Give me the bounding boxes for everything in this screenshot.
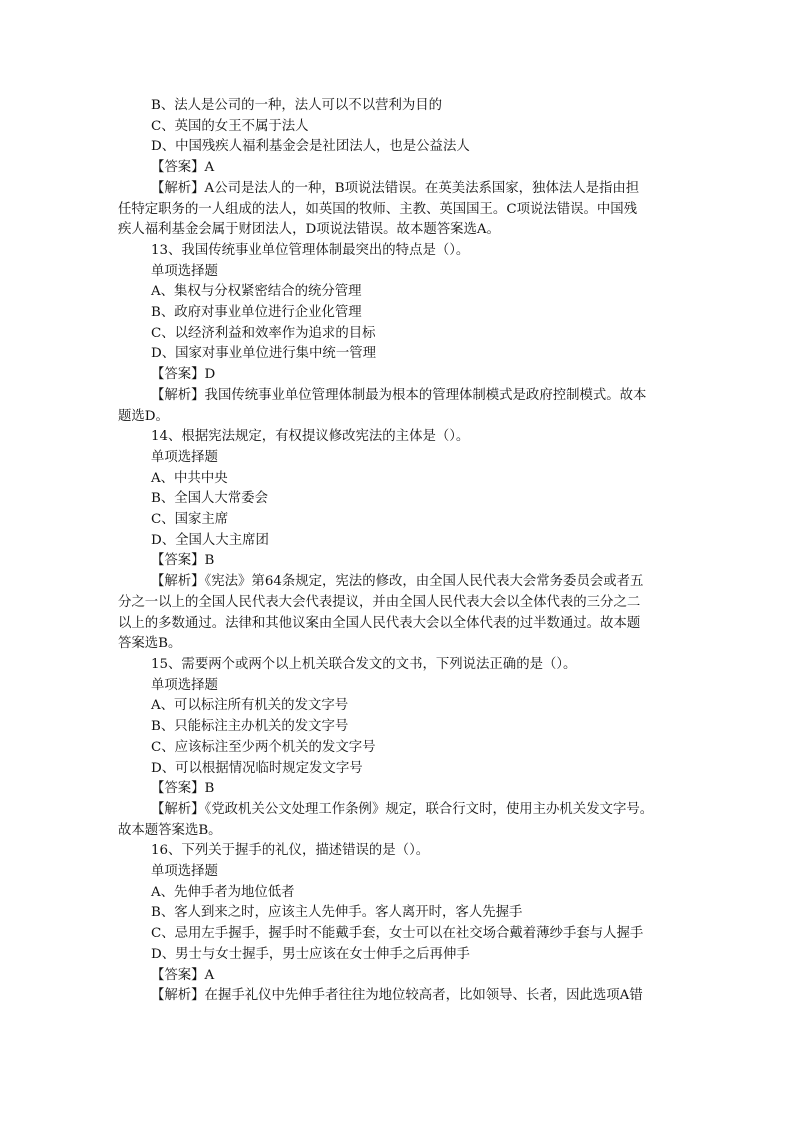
answer-option: D、可以根据情况临时规定发文字号 (151, 760, 363, 776)
answer-option: B、法人是公司的一种，法人可以不以营利为目的 (151, 98, 443, 113)
answer-key: 【答案】D (151, 367, 216, 383)
analysis-line: 以上的多数通过。法律和其他议案由全国人民代表大会以全体代表的过半数通过。故本题 (118, 615, 641, 631)
question-type-label: 单项选择题 (151, 449, 218, 465)
answer-option: A、中共中央 (151, 470, 228, 486)
question-stem: 13、我国传统事业单位管理体制最突出的特点是（）。 (151, 242, 470, 258)
analysis-line: 题选D。 (118, 408, 169, 424)
analysis-line: 【解析】《党政机关公文处理工作条例》规定，联合行文时，使用主办机关发文字号。 (151, 801, 654, 817)
answer-option: D、全国人大主席团 (151, 532, 269, 548)
question-type-label: 单项选择题 (151, 263, 218, 279)
question-type-label: 单项选择题 (151, 864, 218, 880)
analysis-line: 【解析】A公司是法人的一种，B项说法错误。在英美法系国家，独体法人是指由担 (151, 180, 640, 196)
question-stem: 15、需要两个或两个以上机关联合发文的文书，下列说法正确的是（）。 (151, 656, 577, 672)
question-type-label: 单项选择题 (151, 677, 218, 693)
answer-option: D、男士与女士握手，男士应该在女士伸手之后再伸手 (151, 946, 470, 962)
answer-option: B、政府对事业单位进行企业化管理 (151, 305, 362, 321)
analysis-line: 任特定职务的一人组成的法人，如英国的牧师、主教、英国国王。C项说法错误。中国残 (118, 201, 638, 217)
answer-option: C、国家主席 (151, 512, 229, 528)
analysis-line: 疾人福利基金会属于财团法人，D项说法错误。故本题答案选A。 (118, 222, 500, 238)
answer-key: 【答案】A (151, 967, 215, 983)
answer-option: A、可以标注所有机关的发文字号 (151, 698, 349, 714)
analysis-line: 故本题答案选B。 (118, 822, 222, 838)
answer-option: B、全国人大常委会 (151, 491, 268, 507)
document-body (118, 96, 678, 1007)
question-stem: 14、根据宪法规定，有权提议修改宪法的主体是（）。 (151, 429, 470, 445)
answer-option: C、应该标注至少两个机关的发文字号 (151, 739, 376, 755)
analysis-line: 【解析】我国传统事业单位管理体制最为根本的管理体制模式是政府控制模式。故本 (151, 387, 647, 403)
analysis-paragraph (118, 386, 678, 427)
answer-option: C、以经济利益和效率作为追求的目标 (151, 325, 376, 341)
answer-option: B、客人到来之时，应该主人先伸手。客人离开时，客人先握手 (151, 905, 523, 921)
answer-key: 【答案】B (151, 553, 215, 569)
answer-option: A、先伸手者为地位低者 (151, 884, 295, 900)
answer-option: C、英国的女王不属于法人 (151, 118, 309, 134)
answer-key: 【答案】B (151, 781, 215, 797)
answer-option: C、忌用左手握手，握手时不能戴手套，女士可以在社交场合戴着薄纱手套与人握手 (151, 926, 644, 942)
answer-option: A、集权与分权紧密结合的统分管理 (151, 284, 362, 300)
analysis-paragraph (118, 986, 678, 1007)
answer-key: 【答案】A (151, 160, 215, 176)
analysis-paragraph (118, 572, 678, 655)
answer-option: B、只能标注主办机关的发文字号 (151, 719, 349, 735)
answer-option: D、中国残疾人福利基金会是社团法人，也是公益法人 (151, 139, 470, 155)
analysis-line: 【解析】《宪法》第64条规定，宪法的修改，由全国人民代表大会常务委员会或者五 (151, 574, 644, 590)
analysis-line: 答案选B。 (118, 636, 182, 652)
answer-option: D、国家对事业单位进行集中统一管理 (151, 346, 376, 362)
question-stem: 16、下列关于握手的礼仪，描述错误的是（）。 (151, 843, 430, 859)
analysis-line: 【解析】在握手礼仪中先伸手者往往为地位较高者，比如领导、长者，因此选项A错 (151, 988, 643, 1004)
analysis-paragraph (118, 179, 678, 241)
analysis-paragraph (118, 800, 678, 841)
analysis-line: 分之一以上的全国人民代表大会代表提议，并由全国人民代表大会以全体代表的三分之二 (118, 594, 641, 610)
